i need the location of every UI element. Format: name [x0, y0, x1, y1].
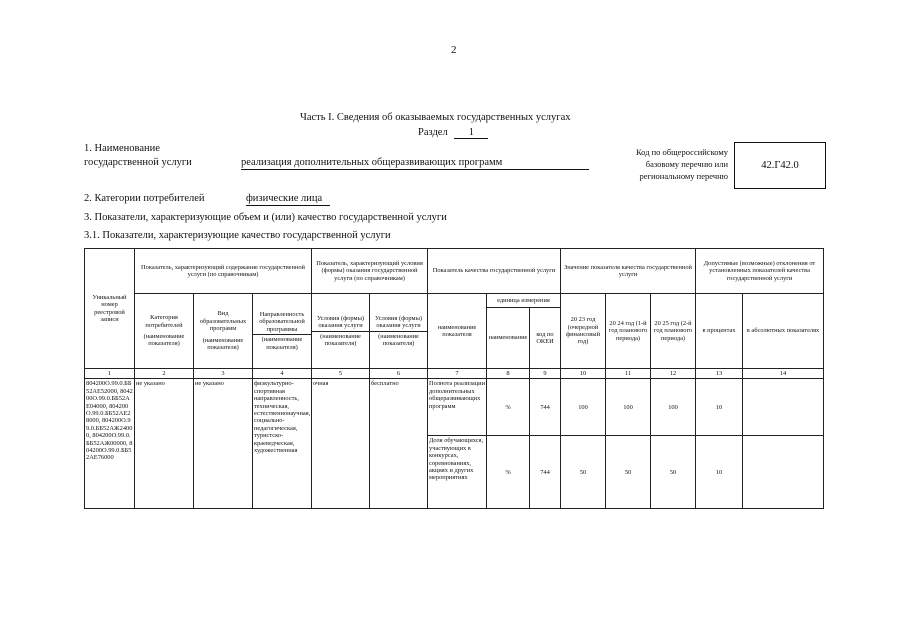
colnum: 12	[651, 369, 696, 379]
th-conditions: Показатель, характеризующий условия (формы) оказания государственной услуги (по справочникам)	[312, 249, 428, 294]
colnum: 7	[428, 369, 487, 379]
th-year-2: 20 24 год (1-й год планового периода)	[606, 294, 651, 369]
colnum: 11	[606, 369, 651, 379]
cell-year-2: 50	[606, 436, 651, 509]
th-category	[135, 294, 194, 369]
quality-indicators-table	[84, 248, 824, 509]
th-cond1	[312, 294, 370, 369]
cell-year-1: 50	[561, 436, 606, 509]
th-cond2-label: Условия (формы) оказания услуги	[370, 314, 427, 332]
cell-direction: физкультурно-спортивная направленность, техническая, естественнонаучная, социально-педагогическая, туристско-краеведческая, художественная	[253, 379, 312, 509]
registry-code-value: 42.Г42.0	[761, 160, 799, 171]
th-category-sub: (наименование показателя)	[143, 333, 185, 348]
section-line	[418, 127, 488, 139]
header-row-1	[85, 249, 824, 294]
th-content: Показатель, характеризующий содержание государственной услуги (по справочникам)	[135, 249, 312, 294]
header-row-2	[85, 294, 824, 308]
colnum: 5	[312, 369, 370, 379]
column-numbers-row	[85, 369, 824, 379]
consumers-value: физические лица	[246, 193, 330, 206]
th-kind-sub: (наименование показателя)	[202, 336, 244, 352]
th-cond2-sub: (наименование показателя)	[378, 332, 419, 347]
cell-percent: 10	[696, 436, 743, 509]
cell-registry-numbers: 804200О.99.0.ББ52АЕ52000, 804200О.99.0.ББ52АЕ04000, 804200О.99.0.ББ52АЕ28000, 804200О.99.0.ББ52АЖ24000, 804200О.99.0.ББ52АЖ00000, 804200О.99.0.ББ52АЕ76000	[85, 379, 135, 509]
cell-cond1: очная	[312, 379, 370, 509]
cell-cond2: бесплатно	[370, 379, 428, 509]
th-percent: в процентах	[696, 294, 743, 369]
th-category-label: Категория потребителей	[145, 314, 183, 329]
cell-percent: 10	[696, 379, 743, 436]
th-quality: Показатель качества государственной услуги	[428, 249, 561, 294]
cell-absolute	[743, 379, 824, 436]
colnum: 1	[85, 369, 135, 379]
cell-category: не указано	[135, 379, 194, 509]
colnum: 9	[530, 369, 561, 379]
th-year-1: 20 23 год (очередной финансовый год)	[561, 294, 606, 369]
th-kind-label: Вид образовательных программ	[199, 310, 247, 333]
colnum: 6	[370, 369, 428, 379]
section-number: 1	[454, 127, 488, 139]
th-values: Значение показателя качества государственной услуги	[561, 249, 696, 294]
part-title: Часть I. Сведения об оказываемых государственных услугах	[300, 112, 571, 123]
heading-3: 3. Показатели, характеризующие объем и (или) качество государственной услуги	[84, 212, 447, 223]
th-cond2	[370, 294, 428, 369]
cell-indicator-name: Полнота реализации дополнительных общеразвивающих программ	[428, 379, 487, 436]
table-row	[85, 379, 824, 436]
th-year-3: 20 25 год (2-й год планового периода)	[651, 294, 696, 369]
th-unit-name: наименование	[487, 308, 530, 369]
colnum: 3	[194, 369, 253, 379]
colnum: 8	[487, 369, 530, 379]
registry-code-box	[734, 142, 826, 189]
cell-year-2: 100	[606, 379, 651, 436]
th-cond1-sub: (наименование показателя)	[320, 332, 361, 347]
cell-okei: 744	[530, 379, 561, 436]
th-direction-label: Направленность образовательной программы	[253, 310, 311, 335]
heading-3-1: 3.1. Показатели, характеризующие качество государственной услуги	[84, 230, 391, 241]
cell-indicator-name: Доля обучающихся, участвующих в конкурсах, соревнованиях, акциях и других мероприятиях	[428, 436, 487, 509]
page-number: 2	[451, 44, 457, 56]
th-direction	[253, 294, 312, 369]
th-okei: код по ОКЕИ	[530, 308, 561, 369]
colnum: 13	[696, 369, 743, 379]
colnum: 14	[743, 369, 824, 379]
th-registry: Уникальный номер реестровой записи	[85, 249, 135, 369]
service-name-label-1: 1. Наименование	[84, 143, 160, 154]
th-indicator-name: наименование показателя	[428, 294, 487, 369]
th-kind	[194, 294, 253, 369]
cell-year-1: 100	[561, 379, 606, 436]
th-cond1-label: Условия (формы) оказания услуги	[312, 314, 369, 332]
cell-absolute	[743, 436, 824, 509]
colnum: 2	[135, 369, 194, 379]
cell-okei: 744	[530, 436, 561, 509]
colnum: 4	[253, 369, 312, 379]
service-name-value: реализация дополнительных общеразвивающих программ	[241, 157, 589, 170]
cell-year-3: 100	[651, 379, 696, 436]
cell-unit: %	[487, 379, 530, 436]
registry-code-label: Код по общероссийскому базовому перечню или региональному перечню	[635, 147, 728, 181]
cell-unit: %	[487, 436, 530, 509]
th-deviation: Допустимые (возможные) отклонения от установленных показателей качества государственной услуги	[696, 249, 824, 294]
th-direction-sub: (наименование показателя)	[261, 336, 303, 351]
th-absolute: в абсолютных показателях	[743, 294, 824, 369]
consumers-label: 2. Категории потребителей	[84, 193, 205, 204]
cell-year-3: 50	[651, 436, 696, 509]
colnum: 10	[561, 369, 606, 379]
th-unit: единица измерения	[487, 294, 561, 308]
service-name-label-2: государственной услуги	[84, 157, 192, 168]
section-label: Раздел	[418, 127, 448, 138]
cell-kind: не указано	[194, 379, 253, 509]
